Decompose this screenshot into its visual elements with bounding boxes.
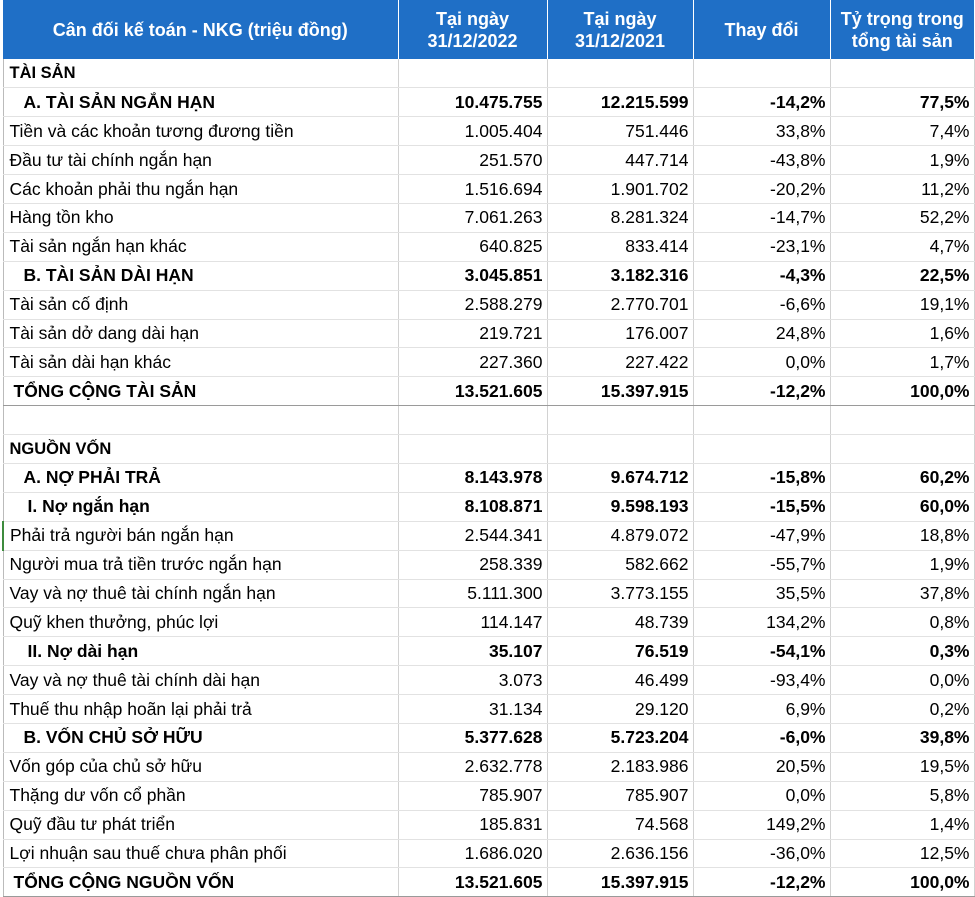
value-2021: 751.446 [547, 117, 693, 146]
row-label: Thuế thu nhập hoãn lại phải trả [3, 695, 398, 724]
value-2021 [547, 406, 693, 435]
row-label: TỔNG CỘNG NGUỒN VỐN [3, 868, 398, 897]
row-label: Lợi nhuận sau thuế chưa phân phối [3, 839, 398, 868]
value-2022: 31.134 [398, 695, 547, 724]
value-2022: 114.147 [398, 608, 547, 637]
change-percent: 0,0% [693, 781, 830, 810]
share-of-total: 39,8% [830, 723, 974, 752]
value-2021: 2.183.986 [547, 752, 693, 781]
table-row [3, 463, 974, 492]
table-row [3, 146, 974, 175]
value-2022: 3.045.851 [398, 261, 547, 290]
table-row [3, 406, 974, 435]
change-percent: 6,9% [693, 695, 830, 724]
table-row [3, 752, 974, 781]
row-label: Phải trả người bán ngắn hạn [3, 521, 398, 550]
row-label: Các khoản phải thu ngắn hạn [3, 175, 398, 204]
value-2021: 227.422 [547, 348, 693, 377]
value-2021: 9.598.193 [547, 492, 693, 521]
table-row [3, 839, 974, 868]
table-row [3, 608, 974, 637]
value-2021: 2.770.701 [547, 290, 693, 319]
share-of-total [830, 59, 974, 88]
value-2022: 640.825 [398, 232, 547, 261]
value-2022: 227.360 [398, 348, 547, 377]
share-of-total: 0,2% [830, 695, 974, 724]
share-of-total: 18,8% [830, 521, 974, 550]
header-2021: Tại ngày 31/12/2021 [547, 0, 693, 59]
value-2021 [547, 435, 693, 464]
value-2022: 2.632.778 [398, 752, 547, 781]
value-2021: 15.397.915 [547, 377, 693, 406]
value-2022: 2.544.341 [398, 521, 547, 550]
value-2022: 35.107 [398, 637, 547, 666]
value-2021: 447.714 [547, 146, 693, 175]
table-body [3, 59, 974, 897]
row-label: Đầu tư tài chính ngắn hạn [3, 146, 398, 175]
value-2022: 13.521.605 [398, 377, 547, 406]
table-row [3, 232, 974, 261]
share-of-total: 0,0% [830, 666, 974, 695]
change-percent: -55,7% [693, 550, 830, 579]
row-label: Quỹ đầu tư phát triển [3, 810, 398, 839]
row-label: Vay và nợ thuê tài chính ngắn hạn [3, 579, 398, 608]
value-2021: 785.907 [547, 781, 693, 810]
change-percent: -12,2% [693, 868, 830, 897]
row-label: Vay và nợ thuê tài chính dài hạn [3, 666, 398, 695]
table-row [3, 59, 974, 88]
value-2021: 74.568 [547, 810, 693, 839]
table-row [3, 781, 974, 810]
header-title: Cân đối kế toán - NKG (triệu đồng) [3, 0, 398, 59]
share-of-total: 0,8% [830, 608, 974, 637]
share-of-total: 37,8% [830, 579, 974, 608]
value-2021: 4.879.072 [547, 521, 693, 550]
change-percent [693, 406, 830, 435]
change-percent: -20,2% [693, 175, 830, 204]
value-2021: 15.397.915 [547, 868, 693, 897]
share-of-total: 60,2% [830, 463, 974, 492]
value-2021: 12.215.599 [547, 88, 693, 117]
row-label: A. NỢ PHẢI TRẢ [3, 463, 398, 492]
change-percent: -47,9% [693, 521, 830, 550]
change-percent: -15,8% [693, 463, 830, 492]
share-of-total: 12,5% [830, 839, 974, 868]
value-2021 [547, 59, 693, 88]
value-2021: 2.636.156 [547, 839, 693, 868]
value-2021: 8.281.324 [547, 203, 693, 232]
change-percent: 20,5% [693, 752, 830, 781]
change-percent [693, 435, 830, 464]
table-row [3, 579, 974, 608]
share-of-total: 100,0% [830, 868, 974, 897]
share-of-total: 0,3% [830, 637, 974, 666]
row-label: A. TÀI SẢN NGẮN HẠN [3, 88, 398, 117]
value-2022: 5.111.300 [398, 579, 547, 608]
change-percent: 0,0% [693, 348, 830, 377]
row-label: Tài sản ngắn hạn khác [3, 232, 398, 261]
share-of-total: 1,9% [830, 550, 974, 579]
table-row [3, 435, 974, 464]
value-2021: 46.499 [547, 666, 693, 695]
share-of-total: 60,0% [830, 492, 974, 521]
value-2021: 3.773.155 [547, 579, 693, 608]
table-row [3, 550, 974, 579]
share-of-total: 1,9% [830, 146, 974, 175]
value-2022 [398, 59, 547, 88]
row-label: Tài sản dở dang dài hạn [3, 319, 398, 348]
value-2022 [398, 435, 547, 464]
change-percent: -14,7% [693, 203, 830, 232]
value-2021: 76.519 [547, 637, 693, 666]
share-of-total: 11,2% [830, 175, 974, 204]
share-of-total: 19,5% [830, 752, 974, 781]
value-2021: 29.120 [547, 695, 693, 724]
row-label: I. Nợ ngắn hạn [3, 492, 398, 521]
table-row [3, 695, 974, 724]
value-2021: 48.739 [547, 608, 693, 637]
share-of-total [830, 435, 974, 464]
change-percent: -43,8% [693, 146, 830, 175]
value-2022: 251.570 [398, 146, 547, 175]
row-label: NGUỒN VỐN [3, 435, 398, 464]
row-label [3, 406, 398, 435]
value-2022: 219.721 [398, 319, 547, 348]
value-2022: 2.588.279 [398, 290, 547, 319]
change-percent: 35,5% [693, 579, 830, 608]
value-2022: 185.831 [398, 810, 547, 839]
value-2021: 176.007 [547, 319, 693, 348]
row-label: Tài sản dài hạn khác [3, 348, 398, 377]
value-2022: 785.907 [398, 781, 547, 810]
table-header [3, 0, 974, 59]
change-percent: 134,2% [693, 608, 830, 637]
row-label: Quỹ khen thưởng, phúc lợi [3, 608, 398, 637]
value-2022: 1.686.020 [398, 839, 547, 868]
share-of-total: 5,8% [830, 781, 974, 810]
value-2022: 13.521.605 [398, 868, 547, 897]
value-2021: 582.662 [547, 550, 693, 579]
header-2022: Tại ngày 31/12/2022 [398, 0, 547, 59]
table-row [3, 117, 974, 146]
share-of-total: 4,7% [830, 232, 974, 261]
change-percent: -12,2% [693, 377, 830, 406]
row-label: TÀI SẢN [3, 59, 398, 88]
change-percent: 24,8% [693, 319, 830, 348]
value-2022: 8.108.871 [398, 492, 547, 521]
row-label: Hàng tồn kho [3, 203, 398, 232]
table-row [3, 377, 974, 406]
change-percent: -23,1% [693, 232, 830, 261]
table-row [3, 666, 974, 695]
change-percent: 33,8% [693, 117, 830, 146]
row-label: B. VỐN CHỦ SỞ HỮU [3, 723, 398, 752]
header-change: Thay đổi [693, 0, 830, 59]
row-label: Tiền và các khoản tương đương tiền [3, 117, 398, 146]
row-label: TỔNG CỘNG TÀI SẢN [3, 377, 398, 406]
value-2022: 258.339 [398, 550, 547, 579]
share-of-total: 22,5% [830, 261, 974, 290]
value-2022: 8.143.978 [398, 463, 547, 492]
change-percent [693, 59, 830, 88]
balance-sheet-table [2, 0, 975, 897]
table-row [3, 868, 974, 897]
share-of-total: 77,5% [830, 88, 974, 117]
change-percent: -15,5% [693, 492, 830, 521]
change-percent: 149,2% [693, 810, 830, 839]
value-2022 [398, 406, 547, 435]
table-row [3, 88, 974, 117]
value-2021: 9.674.712 [547, 463, 693, 492]
share-of-total: 7,4% [830, 117, 974, 146]
row-label: B. TÀI SẢN DÀI HẠN [3, 261, 398, 290]
row-label: Tài sản cố định [3, 290, 398, 319]
value-2021: 833.414 [547, 232, 693, 261]
value-2021: 5.723.204 [547, 723, 693, 752]
row-label: Vốn góp của chủ sở hữu [3, 752, 398, 781]
change-percent: -6,6% [693, 290, 830, 319]
table-row [3, 175, 974, 204]
change-percent: -4,3% [693, 261, 830, 290]
table-row [3, 348, 974, 377]
change-percent: -6,0% [693, 723, 830, 752]
header-share: Tỷ trọng trong tổng tài sản [830, 0, 974, 59]
share-of-total [830, 406, 974, 435]
change-percent: -54,1% [693, 637, 830, 666]
value-2022: 7.061.263 [398, 203, 547, 232]
value-2022: 1.005.404 [398, 117, 547, 146]
value-2021: 3.182.316 [547, 261, 693, 290]
table-row [3, 319, 974, 348]
share-of-total: 19,1% [830, 290, 974, 319]
row-label: Thặng dư vốn cổ phần [3, 781, 398, 810]
row-label: Người mua trả tiền trước ngắn hạn [3, 550, 398, 579]
value-2022: 1.516.694 [398, 175, 547, 204]
table-row [3, 290, 974, 319]
change-percent: -36,0% [693, 839, 830, 868]
table-row [3, 637, 974, 666]
value-2021: 1.901.702 [547, 175, 693, 204]
share-of-total: 100,0% [830, 377, 974, 406]
table-row [3, 492, 974, 521]
value-2022: 10.475.755 [398, 88, 547, 117]
share-of-total: 1,6% [830, 319, 974, 348]
share-of-total: 1,7% [830, 348, 974, 377]
share-of-total: 1,4% [830, 810, 974, 839]
table-row [3, 203, 974, 232]
table-row [3, 723, 974, 752]
value-2022: 5.377.628 [398, 723, 547, 752]
value-2022: 3.073 [398, 666, 547, 695]
row-label: II. Nợ dài hạn [3, 637, 398, 666]
table-row [3, 261, 974, 290]
table-row [3, 521, 974, 550]
table-row [3, 810, 974, 839]
share-of-total: 52,2% [830, 203, 974, 232]
change-percent: -14,2% [693, 88, 830, 117]
change-percent: -93,4% [693, 666, 830, 695]
